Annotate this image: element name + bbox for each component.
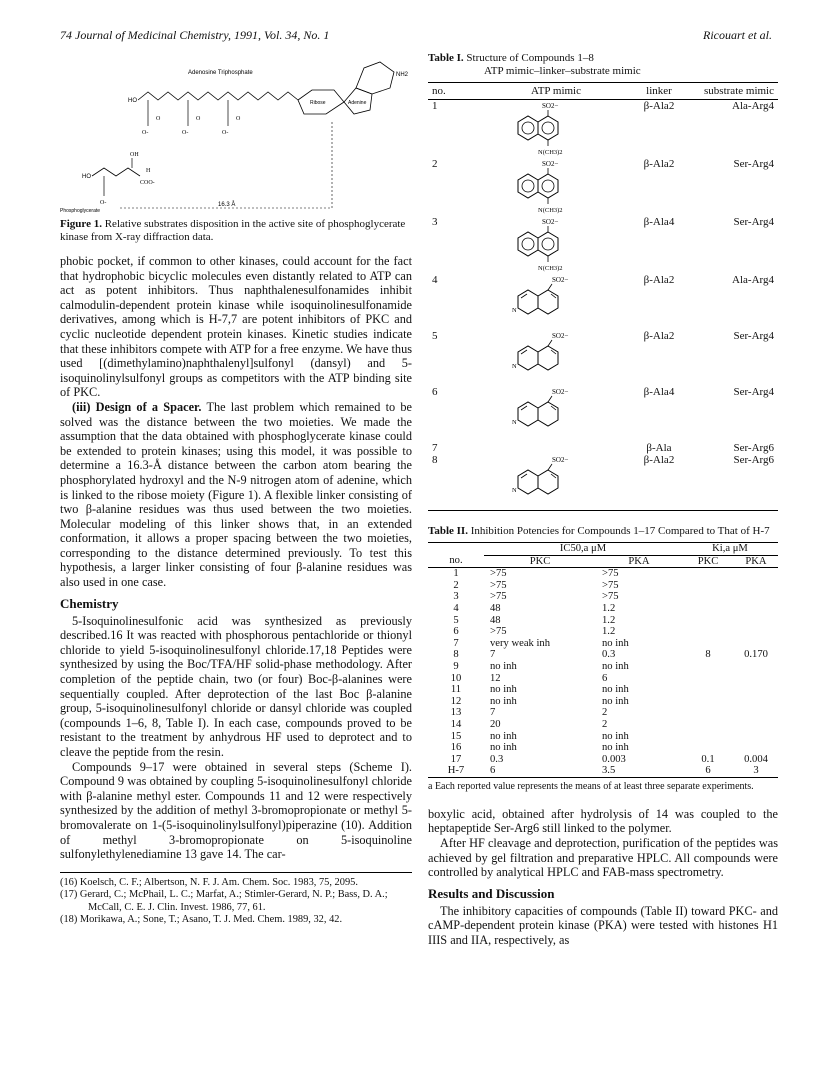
t1-cell-linker: β-Ala2: [643, 100, 675, 112]
t2-cell-ki-pka: [734, 707, 778, 719]
t2-cell-ki-pka: [734, 603, 778, 615]
paragraph-carboxylic: boxylic acid, obtained after hydrolysis of 14 was coupled to the heptapeptide Ser-Arg6 still linked to the polymer.: [428, 806, 778, 836]
t2-cell-no: 5: [453, 614, 459, 626]
svg-text:N: N: [512, 363, 517, 370]
t2-cell-ic50-pka: 0.003: [602, 753, 626, 765]
t1-cell-substrate: Ser-Arg4: [733, 386, 774, 398]
t2-cell-no: 16: [450, 742, 462, 754]
t2-cell-no: 12: [450, 695, 462, 707]
t2-cell-ki-pkc: 8: [705, 649, 711, 661]
t2-cell-no: 7: [453, 637, 459, 649]
svg-text:N(CH3)2: N(CH3)2: [538, 207, 563, 214]
svg-text:OH: OH: [130, 152, 139, 158]
paragraph-chemistry-2: Compounds 9–17 were obtained in several steps (Scheme I). Compound 9 was obtained by coupling 5-isoquinolinesulfonyl chloride with β-alanine methyl ester. Compounds 11 and 12 were respectively synthesized by the addition of methyl 3-bromopropionate or methyl 5-bromovalerate on 1-(5-isoquinolinylsulfonyl)piperazine (10). Addition of methyl 3-bromopropionate on 5-isoquinoline sulfonylethylenediamine 13 gave 14. The car-: [60, 759, 412, 862]
table-row: [428, 615, 778, 627]
t2-header-no: no.: [428, 555, 484, 568]
t1-cell-substrate: Ser-Arg6: [733, 442, 774, 454]
t2-cell-ic50-pkc: 48: [490, 602, 501, 614]
t2-cell-ic50-pkc: no inh: [490, 695, 517, 707]
t2-cell-ic50-pkc: no inh: [490, 742, 517, 754]
t2-cell-ki-pkc: 6: [682, 765, 734, 777]
t2-cell-ic50-pka: 1.2: [602, 626, 616, 638]
t2-cell-no: 14: [450, 718, 462, 730]
t1-cell-mimic: [492, 330, 620, 386]
t2-cell-ki-pka: 0.004: [744, 753, 768, 765]
table-row: [428, 719, 778, 731]
t2-cell-ki-pka: [734, 615, 778, 627]
t2-cell-ic50-pkc: very weak inh: [490, 637, 551, 649]
isoquinoline-structure: [496, 454, 606, 508]
t2-cell-ic50-pka: >75: [602, 579, 619, 591]
t1-cell-mimic: [492, 216, 620, 274]
svg-text:HO: HO: [82, 174, 91, 180]
t2-cell-ki-pka: [734, 684, 778, 696]
t2-cell-ki-pka: [734, 742, 778, 754]
dansyl-structure: [496, 216, 606, 272]
t2-cell-no: 15: [450, 730, 462, 742]
svg-text:SO2−: SO2−: [552, 456, 569, 464]
t2-header-ic50-pka: PKA: [596, 555, 682, 568]
t1-cell-mimic: [492, 386, 620, 442]
t2-cell-no: 10: [450, 672, 462, 684]
paragraph-chemistry-1: 5-Isoquinolinesulfonic acid was synthesized as previously described.16 It was reacted with phosphorous pentachloride or thionyl chloride to yield 5-isoquinolinesulfonyl chloride.17,18 Peptides were synthesized by using the Boc/TFA/HF solid-phase methodology. After completion of the peptide chain, two (or four) Boc-β-alanines were sequentially coupled. After deprotection of the last Boc β-alanine group, 5-isoquinolinesulfonyl chloride or dansyl chloride was coupled (compounds 1–6, 8, Table I). In each case, compounds proved to be resistant to the treatment by anhydrous HF used to deprotect and to cleave the peptide from the resin.: [60, 613, 412, 759]
t2-cell-no: 8: [453, 649, 459, 661]
table-row: [428, 626, 778, 638]
table-row: [428, 100, 778, 159]
t2-cell-ic50-pka: 1.2: [602, 614, 616, 626]
reference-17: (17) Gerard, C.; McPhail, L. C.; Marfat, A.; Stimler-Gerard, N. P.; Bass, D. A.; McCall, C. E. J. Clin. Invest. 1986, 77, 61.: [60, 889, 388, 913]
table-row: [428, 742, 778, 754]
t2-cell-ki-pka: [734, 673, 778, 685]
page-header: [60, 28, 772, 46]
t1-header-substrate: substrate mimic: [698, 83, 778, 100]
t2-cell-ic50-pka: 3.5: [596, 765, 682, 777]
t2-cell-no: 3: [453, 591, 459, 603]
t2-cell-ki-pkc: [682, 707, 734, 719]
table-row: [428, 591, 778, 603]
t2-cell-no: 2: [453, 579, 459, 591]
phosphoglycerate-label: Phosphoglycerate: [60, 208, 101, 214]
t2-cell-ic50-pkc: no inh: [490, 684, 517, 696]
paragraph-hydrophobic: phobic pocket, if common to other kinases, could account for the fact that hydrophobic bicyclic molecules even distantly related to ATP can act as potent inhibitors. Thus naphthalenesulfonamides inhibit calmodulin-dependent protein kinase while isoquinolinesulfonamide derivatives, among which is H-7,7 are potent inhibitors of PKC and cyclic nucleotide dependent protein kinases. Kinetic studies indicate that these inhibitors compete with ATP for a free enzyme. We have thus used [(dimethylamino)naphthalenyl]sulfonyl (dansyl) and 5-isoquinolinylsulfonyl groups as competitors with the ATP binding site of PKC.: [60, 254, 412, 400]
table-row: [428, 442, 778, 454]
reference-16: (16) Koelsch, C. F.; Albertson, N. F. J. Am. Chem. Soc. 1983, 75, 2095.: [60, 876, 358, 888]
table-row: [428, 386, 778, 442]
t2-header-ki-pkc: PKC: [682, 555, 734, 568]
t1-cell-no: 1: [432, 100, 438, 112]
t2-cell-ki-pkc: [682, 568, 734, 580]
table-row: [428, 707, 778, 719]
t1-header-linker: linker: [620, 83, 698, 100]
svg-text:O: O: [236, 116, 241, 122]
t2-cell-ic50-pka: 1.2: [602, 602, 616, 614]
t2-cell-ic50-pkc: 0.3: [490, 753, 504, 765]
t2-cell-ic50-pka: no inh: [602, 742, 629, 754]
t2-cell-ki-pka: [734, 580, 778, 592]
table-row: [428, 696, 778, 708]
svg-text:SO2−: SO2−: [552, 332, 569, 340]
table-row: [428, 731, 778, 743]
t2-cell-ic50-pkc: 48: [490, 614, 501, 626]
t1-cell-linker: β-Ala2: [643, 274, 675, 286]
t1-cell-no: 8: [428, 454, 492, 511]
t2-cell-ki-pkc: 0.1: [701, 753, 715, 765]
svg-text:NH2: NH2: [396, 72, 409, 78]
t2-cell-ki-pkc: [682, 731, 734, 743]
t2-cell-ic50-pkc: 6: [484, 765, 596, 777]
svg-text:O-: O-: [222, 130, 229, 136]
table-row: [428, 603, 778, 615]
t2-cell-ic50-pka: 6: [602, 672, 608, 684]
t2-cell-no: 1: [453, 568, 459, 580]
t2-cell-ki-pka: [734, 638, 778, 650]
t1-cell-mimic: [492, 274, 620, 330]
t1-cell-linker: β-Ala4: [643, 216, 675, 228]
t2-cell-ic50-pkc: no inh: [490, 660, 517, 672]
svg-text:SO2−: SO2−: [552, 388, 569, 396]
t2-cell-ic50-pkc: >75: [490, 626, 507, 638]
svg-text:N: N: [512, 419, 517, 426]
table-row: [428, 330, 778, 386]
t2-cell-ki-pkc: [682, 742, 734, 754]
table-1-subtitle: ATP mimic–linker–substrate mimic: [484, 65, 641, 77]
svg-text:HO: HO: [128, 98, 137, 104]
ribose-label: Ribose: [310, 100, 326, 106]
t2-header-ic50-pkc: PKC: [484, 555, 596, 568]
table-row: [428, 274, 778, 330]
running-head-authors: Ricouart et al.: [703, 28, 772, 42]
t2-cell-ic50-pka: no inh: [602, 637, 629, 649]
t2-cell-no: H-7: [428, 765, 484, 777]
t2-cell-ki-pka: 0.170: [744, 649, 768, 661]
reference-18: (18) Morikawa, A.; Sone, T.; Asano, T. J. Med. Chem. 1989, 32, 42.: [60, 913, 343, 925]
t2-cell-ki-pka: 3: [734, 765, 778, 777]
t2-cell-ic50-pka: no inh: [602, 695, 629, 707]
t2-cell-ki-pka: [734, 719, 778, 731]
t2-cell-ic50-pkc: no inh: [490, 730, 517, 742]
table-row: [428, 673, 778, 685]
t2-cell-ic50-pkc: >75: [490, 568, 507, 580]
left-column: [60, 52, 412, 926]
t2-cell-ki-pkc: [682, 615, 734, 627]
isoquinoline-structure: [496, 386, 606, 440]
t2-cell-ic50-pkc: 7: [490, 707, 496, 719]
t2-cell-ki-pka: [734, 591, 778, 603]
t1-cell-substrate: Ala-Arg4: [732, 274, 774, 286]
t2-header-ki-pka: PKA: [734, 555, 778, 568]
t2-cell-ki-pkc: [682, 580, 734, 592]
svg-text:O-: O-: [182, 130, 189, 136]
table-row: [428, 765, 778, 777]
t2-cell-no: 17: [450, 753, 462, 765]
t2-cell-no: 9: [453, 660, 459, 672]
t2-cell-no: 6: [453, 626, 459, 638]
t2-cell-ki-pkc: [682, 603, 734, 615]
t1-cell-no: 7: [432, 442, 438, 454]
table-2-caption: Table II. Inhibition Potencies for Compounds 1–17 Compared to That of H-7: [428, 525, 770, 537]
t2-group-ic50: IC50,a μM: [484, 543, 682, 556]
t2-cell-ic50-pka: 2: [602, 707, 608, 719]
t1-cell-no: 2: [432, 158, 438, 170]
svg-text:SO2−: SO2−: [542, 102, 559, 110]
figure-1-caption: Figure 1. Relative substrates disposition in the active site of phosphoglycerate kinase from X-ray diffraction data.: [60, 218, 406, 243]
table-row: [428, 754, 778, 766]
svg-text:O-: O-: [100, 200, 107, 206]
t1-cell-linker: β-Ala: [646, 442, 672, 454]
svg-text:O: O: [196, 116, 201, 122]
isoquinoline-structure: [496, 274, 606, 328]
t2-cell-ic50-pka: >75: [602, 568, 619, 580]
svg-text:O-: O-: [142, 130, 149, 136]
isoquinoline-structure: [496, 330, 606, 384]
t2-cell-ki-pka: [734, 661, 778, 673]
running-head-journal: 74 Journal of Medicinal Chemistry, 1991, Vol. 34, No. 1: [60, 28, 330, 42]
t1-cell-mimic: [492, 100, 620, 159]
t2-cell-ki-pka: [734, 626, 778, 638]
t2-cell-ki-pkc: [682, 626, 734, 638]
t1-cell-substrate: Ser-Arg4: [733, 330, 774, 342]
t2-cell-ic50-pka: no inh: [602, 684, 629, 696]
t1-cell-linker: β-Ala4: [643, 386, 675, 398]
t2-cell-ic50-pkc: 7: [490, 649, 496, 661]
t2-cell-ki-pka: [734, 731, 778, 743]
t2-cell-ki-pkc: [682, 591, 734, 603]
t2-cell-ic50-pkc: 12: [490, 672, 501, 684]
t2-cell-ki-pkc: [682, 638, 734, 650]
right-column: [428, 52, 778, 948]
t2-cell-ki-pka: [734, 568, 778, 580]
t2-cell-ic50-pka: no inh: [602, 660, 629, 672]
figure-1-diagram: [60, 52, 412, 214]
table-1: [428, 82, 778, 511]
table-row: [428, 216, 778, 274]
svg-text:H: H: [146, 168, 151, 174]
t1-cell-linker: β-Ala2: [620, 454, 698, 511]
t2-cell-ic50-pka: 2: [602, 718, 608, 730]
svg-text:COO-: COO-: [140, 180, 155, 186]
t1-cell-no: 4: [432, 274, 438, 286]
table-row: [428, 454, 778, 511]
table-1-caption: Table I. Structure of Compounds 1–8 ATP mimic–linker–substrate mimic: [428, 52, 641, 77]
svg-text:SO2−: SO2−: [542, 218, 559, 226]
t2-cell-ki-pkc: [682, 719, 734, 731]
t2-cell-ic50-pka: >75: [602, 591, 619, 603]
svg-text:N(CH3)2: N(CH3)2: [538, 149, 563, 156]
spacer-heading: (iii) Design of a Spacer.: [72, 399, 202, 414]
t2-cell-no: 13: [450, 707, 462, 719]
paragraph-results: The inhibitory capacities of compounds (Table II) toward PKC- and cAMP-dependent protein kinase (PKA) were tested with histones H1 IIIS and IIA, respectively, as: [428, 903, 778, 948]
t1-cell-no: 5: [432, 330, 438, 342]
t1-cell-substrate: Ser-Arg4: [733, 158, 774, 170]
dansyl-structure: [496, 100, 606, 156]
t1-cell-mimic: [492, 442, 620, 454]
t2-cell-ic50-pka: 0.3: [602, 649, 616, 661]
t1-cell-mimic: [492, 158, 620, 216]
svg-text:N(CH3)2: N(CH3)2: [538, 265, 563, 272]
t1-cell-linker: β-Ala2: [643, 330, 675, 342]
table-2-footnote: a Each reported value represents the means of at least three separate experiments.: [428, 780, 754, 792]
t1-cell-substrate: Ser-Arg6: [698, 454, 778, 511]
t2-cell-ki-pkc: [682, 696, 734, 708]
t1-cell-no: 6: [432, 386, 438, 398]
t1-cell-linker: β-Ala2: [643, 158, 675, 170]
t2-cell-ic50-pkc: >75: [490, 591, 507, 603]
results-heading: Results and Discussion: [428, 885, 555, 901]
table-row: [428, 568, 778, 580]
t2-cell-ki-pka: [734, 696, 778, 708]
adenine-label: Adenine: [348, 100, 367, 106]
table-2: [428, 542, 778, 778]
paragraph-spacer: (iii) Design of a Spacer. The last problem which remained to be solved was the distance between the two moieties. We made the assumption that the data obtained with phosphoglycerate kinase could be extended to protein kinases; using this model, it was possible to determine a 16.3-Å distance between the carbon atom bearing the phosphorylated hydroxyl and the N-9 nitrogen atom of adenine, which is linked to the ribose moiety (Figure 1). A flexible linker consisting of two β-alanine residues was thus used between the two moieties. Molecular modeling of this linker shows that, in an extended conformation, it allows a proper spacing between the two moieties, corresponding to the distance determined previously. To test this hypothesis, a larger linker consisting of four β-alanine residues was also used in one case.: [60, 399, 412, 590]
t2-cell-ic50-pka: no inh: [602, 730, 629, 742]
t1-cell-substrate: Ala-Arg4: [732, 100, 774, 112]
svg-text:N: N: [512, 487, 517, 494]
chemistry-heading: Chemistry: [60, 595, 119, 611]
dansyl-structure: [496, 158, 606, 214]
svg-text:O: O: [156, 116, 161, 122]
references: [60, 872, 412, 927]
t2-cell-no: 4: [453, 602, 459, 614]
table-row: [428, 684, 778, 696]
svg-text:SO2−: SO2−: [542, 160, 559, 168]
t2-cell-ic50-pkc: >75: [490, 579, 507, 591]
atp-label: Adenosine Triphosphate: [188, 70, 253, 76]
table-row: [428, 649, 778, 661]
table-row: [428, 661, 778, 673]
t2-cell-ki-pkc: [682, 684, 734, 696]
t1-cell-mimic: [492, 454, 620, 511]
t2-cell-ki-pkc: [682, 673, 734, 685]
t1-cell-no: 3: [432, 216, 438, 228]
t2-cell-ki-pkc: [682, 661, 734, 673]
table-row: [428, 580, 778, 592]
distance-label: 16.3 Å: [218, 202, 236, 208]
t2-cell-ic50-pkc: 20: [490, 718, 501, 730]
t1-cell-substrate: Ser-Arg4: [733, 216, 774, 228]
table-row: [428, 638, 778, 650]
t2-cell-no: 11: [450, 684, 462, 696]
paragraph-purification: After HF cleavage and deprotection, purification of the peptides was achieved by gel filtration and preparative HPLC. All compounds were controlled by analytical HPLC and FAB-mass spectrometry.: [428, 836, 778, 880]
t1-header-no: no.: [428, 83, 492, 100]
t2-group-ki: Ki,a μM: [682, 543, 778, 556]
svg-text:SO2−: SO2−: [552, 276, 569, 284]
svg-text:N: N: [512, 307, 517, 314]
t1-header-atp-mimic: ATP mimic: [492, 83, 620, 100]
table-row: [428, 158, 778, 216]
